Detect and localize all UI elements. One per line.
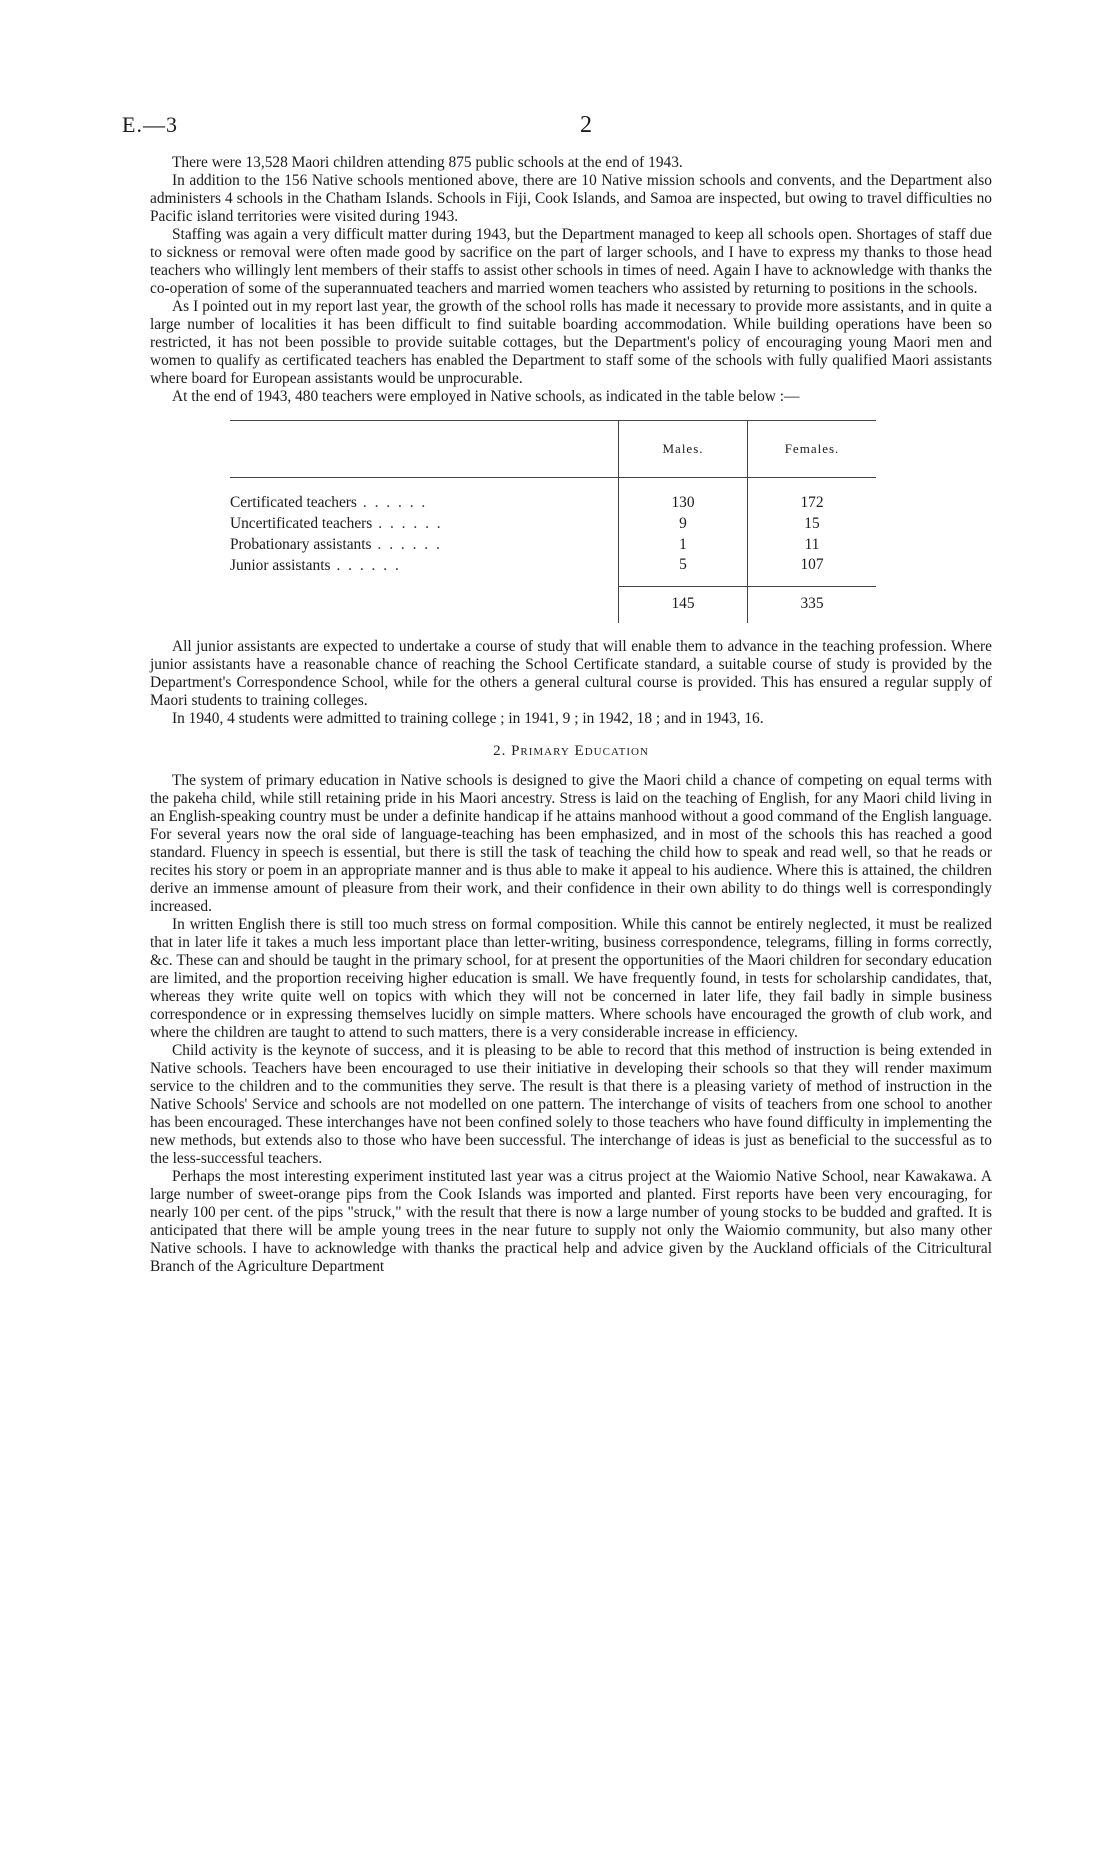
leader-dots: . . . . . . bbox=[362, 493, 428, 511]
body-text bbox=[150, 154, 992, 1276]
row-label bbox=[230, 478, 619, 514]
teachers-table bbox=[230, 420, 876, 623]
section-heading bbox=[150, 742, 992, 760]
section-number: 2. bbox=[493, 743, 507, 759]
teachers-table-wrapper bbox=[150, 420, 992, 616]
leader-dots: . . . . . . bbox=[378, 514, 443, 532]
paragraph: Staffing was again a very difficult matter during 1943, but the Department managed to keep all schools open. Shortages of staff due to sickness or removal were often made good by sacrifice on the part of larger schools, and I have to express my thanks to those head teachers who willingly lent members of their staffs to assist other schools in times of need. Again I have to acknowledge with thanks the co-operation of some of the superannuated teachers and married women teachers who assisted by returning to positions in the schools. bbox=[150, 226, 992, 297]
row-label-text: Certificated teachers bbox=[230, 493, 357, 511]
paragraph: In 1940, 4 students were admitted to training college ; in 1941, 9 ; in 1942, 18 ; and in 1943, 16. bbox=[172, 710, 764, 727]
leader-dots: . . . . . . bbox=[377, 535, 442, 553]
document-reference: E.—3 bbox=[122, 112, 178, 137]
paragraph: All junior assistants are expected to undertake a course of study that will enable them to advance in the teaching profession. Where junior assistants have a reasonable chance of reaching the School Certificate standard, a suitable course of study is provided by the Department's Correspondence School, while for the others a general cultural course is provided. This has ensured a regular supply of Maori students to training colleges. bbox=[150, 638, 992, 709]
page-header bbox=[122, 112, 992, 142]
males-cell: 5 bbox=[619, 555, 748, 586]
paragraph: At the end of 1943, 480 teachers were employed in Native schools, as indicated in the table below :— bbox=[172, 388, 800, 405]
paragraph: In addition to the 156 Native schools mentioned above, there are 10 Native mission schools and convents, and the Department also administers 4 schools in the Chatham Islands. Schools in Fiji, Cook Islands, and Samoa are inspected, but owing to travel difficulties no Pacific island territories were visited during 1943. bbox=[150, 172, 992, 225]
paragraph: The system of primary education in Native schools is designed to give the Maori child a chance of competing on equal terms with the pakeha child, while still retaining pride in his Maori ancestry. Stress is laid on the teaching of English, for any Maori child living in an English-speaking country must be under a definite handicap if he attains manhood without a good command of the English language. For several years now the oral side of language-teaching has been emphasized, and in most of the schools this has reached a good standard. Fluency in speech is essential, but there is still the task of teaching the child how to speak and read well, so that he reads or recites his story or poem in an appropriate manner and is thus able to make it appeal to his audience. Where this is attained, the children derive an immense amount of pleasure from their work, and their confidence in their own ability to do things well is correspondingly increased. bbox=[150, 772, 992, 915]
table-header-blank bbox=[230, 421, 619, 478]
table-header-row bbox=[230, 421, 876, 478]
table-row bbox=[230, 513, 876, 534]
males-total: 145 bbox=[619, 586, 748, 623]
males-cell: 9 bbox=[619, 513, 748, 534]
females-cell: 15 bbox=[748, 513, 877, 534]
females-cell: 11 bbox=[748, 534, 877, 555]
paragraph: Perhaps the most interesting experiment instituted last year was a citrus project at the Waiomio Native School, near Kawakawa. A large number of sweet-orange pips from the Cook Islands was imported and planted. First reports have been very encouraging, for nearly 100 per cent. of the pips "struck," with the result that there is now a large number of young stocks to be budded and grafted. It is anticipated that there will be ample young trees in the near future to supply not only the Waiomio community, but also many other Native schools. I have to acknowledge with thanks the practical help and advice given by the Auckland officials of the Citricultural Branch of the Agriculture Department bbox=[150, 1168, 992, 1275]
row-label-text: Junior assistants bbox=[230, 556, 331, 574]
females-cell: 172 bbox=[748, 478, 877, 514]
leader-dots: . . . . . . bbox=[336, 556, 401, 574]
paragraph: There were 13,528 Maori children attending 875 public schools at the end of 1943. bbox=[172, 154, 683, 171]
males-cell: 130 bbox=[619, 478, 748, 514]
paragraph: Child activity is the keynote of success, and it is pleasing to be able to record that this method of instruction is being extended in Native schools. Teachers have been encouraged to use their initiative in developing their schools so that they will render maximum service to the children and to the communities they serve. The result is that there is a pleasing variety of method of instruction in the Native Schools' Service and schools are not modelled on one pattern. The interchange of visits of teachers from one school to another has been encouraged. These interchanges have not been confined solely to those teachers who have found difficulty in implementing the new methods, but extends also to those who have been successful. The interchange of ideas is just as beneficial to the successful as to the less-successful teachers. bbox=[150, 1042, 992, 1167]
table-row bbox=[230, 555, 876, 586]
page-number: 2 bbox=[580, 112, 592, 138]
total-label-blank bbox=[230, 586, 619, 623]
males-cell: 1 bbox=[619, 534, 748, 555]
table-row bbox=[230, 478, 876, 514]
females-cell: 107 bbox=[748, 555, 877, 586]
row-label bbox=[230, 555, 619, 586]
column-header-males: Males. bbox=[619, 421, 748, 478]
column-header-females: Females. bbox=[748, 421, 877, 478]
table-row bbox=[230, 534, 876, 555]
row-label-text: Probationary assistants bbox=[230, 535, 372, 553]
row-label-text: Uncertificated teachers bbox=[230, 514, 373, 532]
paragraph: In written English there is still too much stress on formal composition. While this cannot be entirely neglected, it must be realized that in later life it takes a much less important place than letter-writing, business correspondence, telegrams, filling in forms correctly, &c. These can and should be taught in the primary school, for at present the opportunities of the Maori children for secondary education are limited, and the proportion receiving higher education is small. We have frequently found, in tests for scholarship candidates, that, whereas they write quite well on topics with which they will not be concerned in later life, they fail badly in simple business correspondence or in expressing themselves lucidly on simple matters. Where schools have encouraged the growth of club work, and where the children are taught to attend to such matters, there is a very considerable increase in efficiency. bbox=[150, 916, 992, 1041]
row-label bbox=[230, 534, 619, 555]
section-title: Primary Education bbox=[511, 743, 649, 759]
row-label bbox=[230, 513, 619, 534]
table-total-row bbox=[230, 586, 876, 623]
paragraph: As I pointed out in my report last year, the growth of the school rolls has made it necessary to provide more assistants, and in quite a large number of localities it has been difficult to find suitable boarding accommodation. While building operations have been so restricted, it has not been possible to provide suitable cottages, but the Department's policy of encouraging young Maori men and women to qualify as certificated teachers has enabled the Department to staff some of the schools with fully qualified Maori assistants where board for European assistants would be unprocurable. bbox=[150, 298, 992, 387]
females-total: 335 bbox=[748, 586, 877, 623]
